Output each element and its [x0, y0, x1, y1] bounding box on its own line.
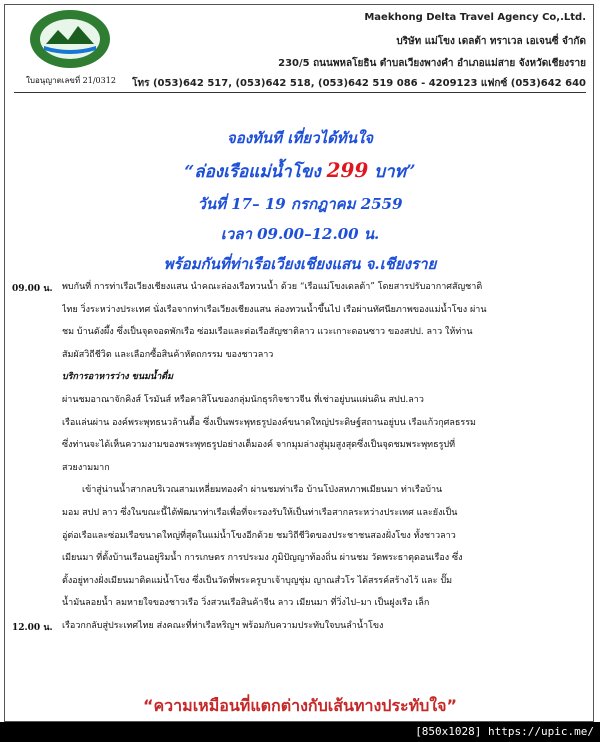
- tour-title-post: บาท”: [368, 162, 416, 182]
- license-number: ใบอนุญาตเลขที่ 21/0312: [26, 76, 116, 85]
- itinerary-line: ซึ่งท่านจะได้เห็นความงามของพระพุทธรูปอย่างเต็มองค์ จากมุมล่างสู่มุมสูงสุดซึ่งเป็นจุดชมพระพุทธรูปที่: [62, 440, 456, 451]
- company-phone: โทร (053)642 517, (053)642 518, (053)642 519 086 - 4209123 แฟกซ์ (053)642 640: [132, 78, 586, 89]
- watermark-text: [850x1028] https://upic.me/: [415, 725, 594, 738]
- company-address: 230/5 ถนนพหลโยธิน ตำบลเวียงพางคำ อำเภอแม่สาย จังหวัดเชียงราย: [278, 58, 586, 69]
- itinerary-line: มอม สปป ลาว ซึ่งในขณะนี้ได้พัฒนาท่าเรือเพื่อที่จะรองรับให้เป็นท่าเรือสากลระหว่างประเทศ และยังเป็น: [62, 507, 458, 518]
- watermark-bar: [0, 722, 600, 742]
- header-divider: [14, 92, 586, 93]
- company-name-th: บริษัท แม่โขง เดลต้า ทราเวล เอเจนซี่ จำกัด: [396, 36, 586, 47]
- itinerary-line: เรือวกกลับสู่ประเทศไทย ส่งคณะที่ท่าเรือหริญฯ พร้อมกับความประทับใจบนลำน้ำโขง: [62, 620, 384, 631]
- headline: จองทันที เที่ยวได้ทันใจ: [226, 129, 374, 147]
- company-name-en: Maekhong Delta Travel Agency Co,.Ltd.: [364, 12, 586, 23]
- itinerary-line: เรือแล่นผ่าน องค์พระพุทธนวล้านตื้อ ซึ่งเป็นพระพุทธรูปองค์ขนาดใหญ่ประดิษฐ์สถานอยู่บน เรือแก้วกุศลธรรม: [62, 417, 476, 428]
- itinerary-line: เข้าสู่น่านน้ำสากลบริเวณสามเหลี่ยมทองคำ ผ่านชมท่าเรือ บ้านโป่งสหภาพเมียนมา ท่าเรือบ้าน: [82, 485, 443, 496]
- itinerary-line: ผ่านชมอาณาจักคิงส์ โรมันส์ หรือคาสิโนของกลุ่มนักธุรกิจชาวจีน ที่เช่าอยู่บนแผ่นดิน สปป.ลาว: [62, 394, 424, 405]
- itinerary-line: ชม บ้านดังผึ้ง ซึ่งเป็นจุดจอดพักเรือ ซ่อมเรือและต่อเรือสัญชาติลาว แวะเกาะดอนซาว ของสปป. ลาว ให้ท่าน: [62, 327, 473, 338]
- itinerary-line: ไทย วิ่งระหว่างประเทศ นั่งเรือจากท่าเรือเวียงเชียงแสน ล่องทวนน้ำขึ้นไป เรือผ่านทัศนียภาพของแม่น้ำโขง ผ่าน: [62, 304, 487, 315]
- tour-time: เวลา 09.00–12.00 น.: [220, 225, 380, 243]
- time-0900: 09.00 น.: [12, 284, 53, 294]
- itinerary-line: สัมผัสวิถีชีวิต และเลือกซื้อสินค้าหัตถกรรม ของชาวลาว: [62, 349, 274, 360]
- itinerary-line: ตั้งอยู่ทางฝั่งเมียนมาติดแม่น้ำโขง ซึ่งเป็นวัดที่พระครูบาเจ้าบุญชุ่ม ญาณสํวโร ได้สรรค์สร้างไว้ และ ปั๊ม: [62, 575, 453, 586]
- tour-dates: วันที่ 17– 19 กรกฎาคม 2559: [197, 195, 403, 213]
- itinerary-body: [62, 276, 582, 638]
- slogan: “ความเหมือนที่แตกต่างกับเส้นทางประทับใจ”: [142, 696, 458, 715]
- meeting-point: พร้อมกันที่ท่าเรือเวียงเชียงแสน จ.เชียงราย: [163, 255, 437, 273]
- itinerary-line: พบกันที่ การท่าเรือเวียงเชียงแสน นำคณะล่องเรือทวนน้ำ ด้วย “เรือแม่โขงเดลต้า” โดยสารปรับอากาศสัญชาติ: [62, 282, 483, 292]
- itinerary-line: สวยงามมาก: [62, 462, 110, 473]
- company-logo: [28, 8, 112, 70]
- time-1200: 12.00 น.: [12, 623, 53, 633]
- itinerary-line: อู่ต่อเรือและซ่อมเรือขนาดใหญ่ที่สุดในแม่น้ำโขงอีกด้วย ชมวิถีชีวิตของประชาชนสองฝั่งโขง ทั้งชาวลาว: [62, 530, 456, 541]
- tour-title-pre: “ล่องเรือแม่น้ำโขง: [184, 162, 327, 182]
- itinerary-line: เมียนมา ที่ตั้งบ้านเรือนอยู่ริมน้ำ การเกษตร การประมง ภูมิปัญญาท้องถิ่น ผ่านชม วัดพระธาตุดอนเรือง ซึ่ง: [62, 553, 463, 564]
- tour-title: [0, 158, 600, 185]
- snack-service: บริการอาหารว่าง ขนมน้ำดื่ม: [62, 372, 174, 383]
- tour-price: 299: [326, 158, 369, 182]
- itinerary-line: น้ำมันลอยน้ำ ลมหายใจของชาวเรือ วิ่งสวนเรือสินค้าจีน ลาว เมียนมา ที่วิ่งไป–มา เป็นฝูงเรือ เล็ก: [62, 598, 430, 609]
